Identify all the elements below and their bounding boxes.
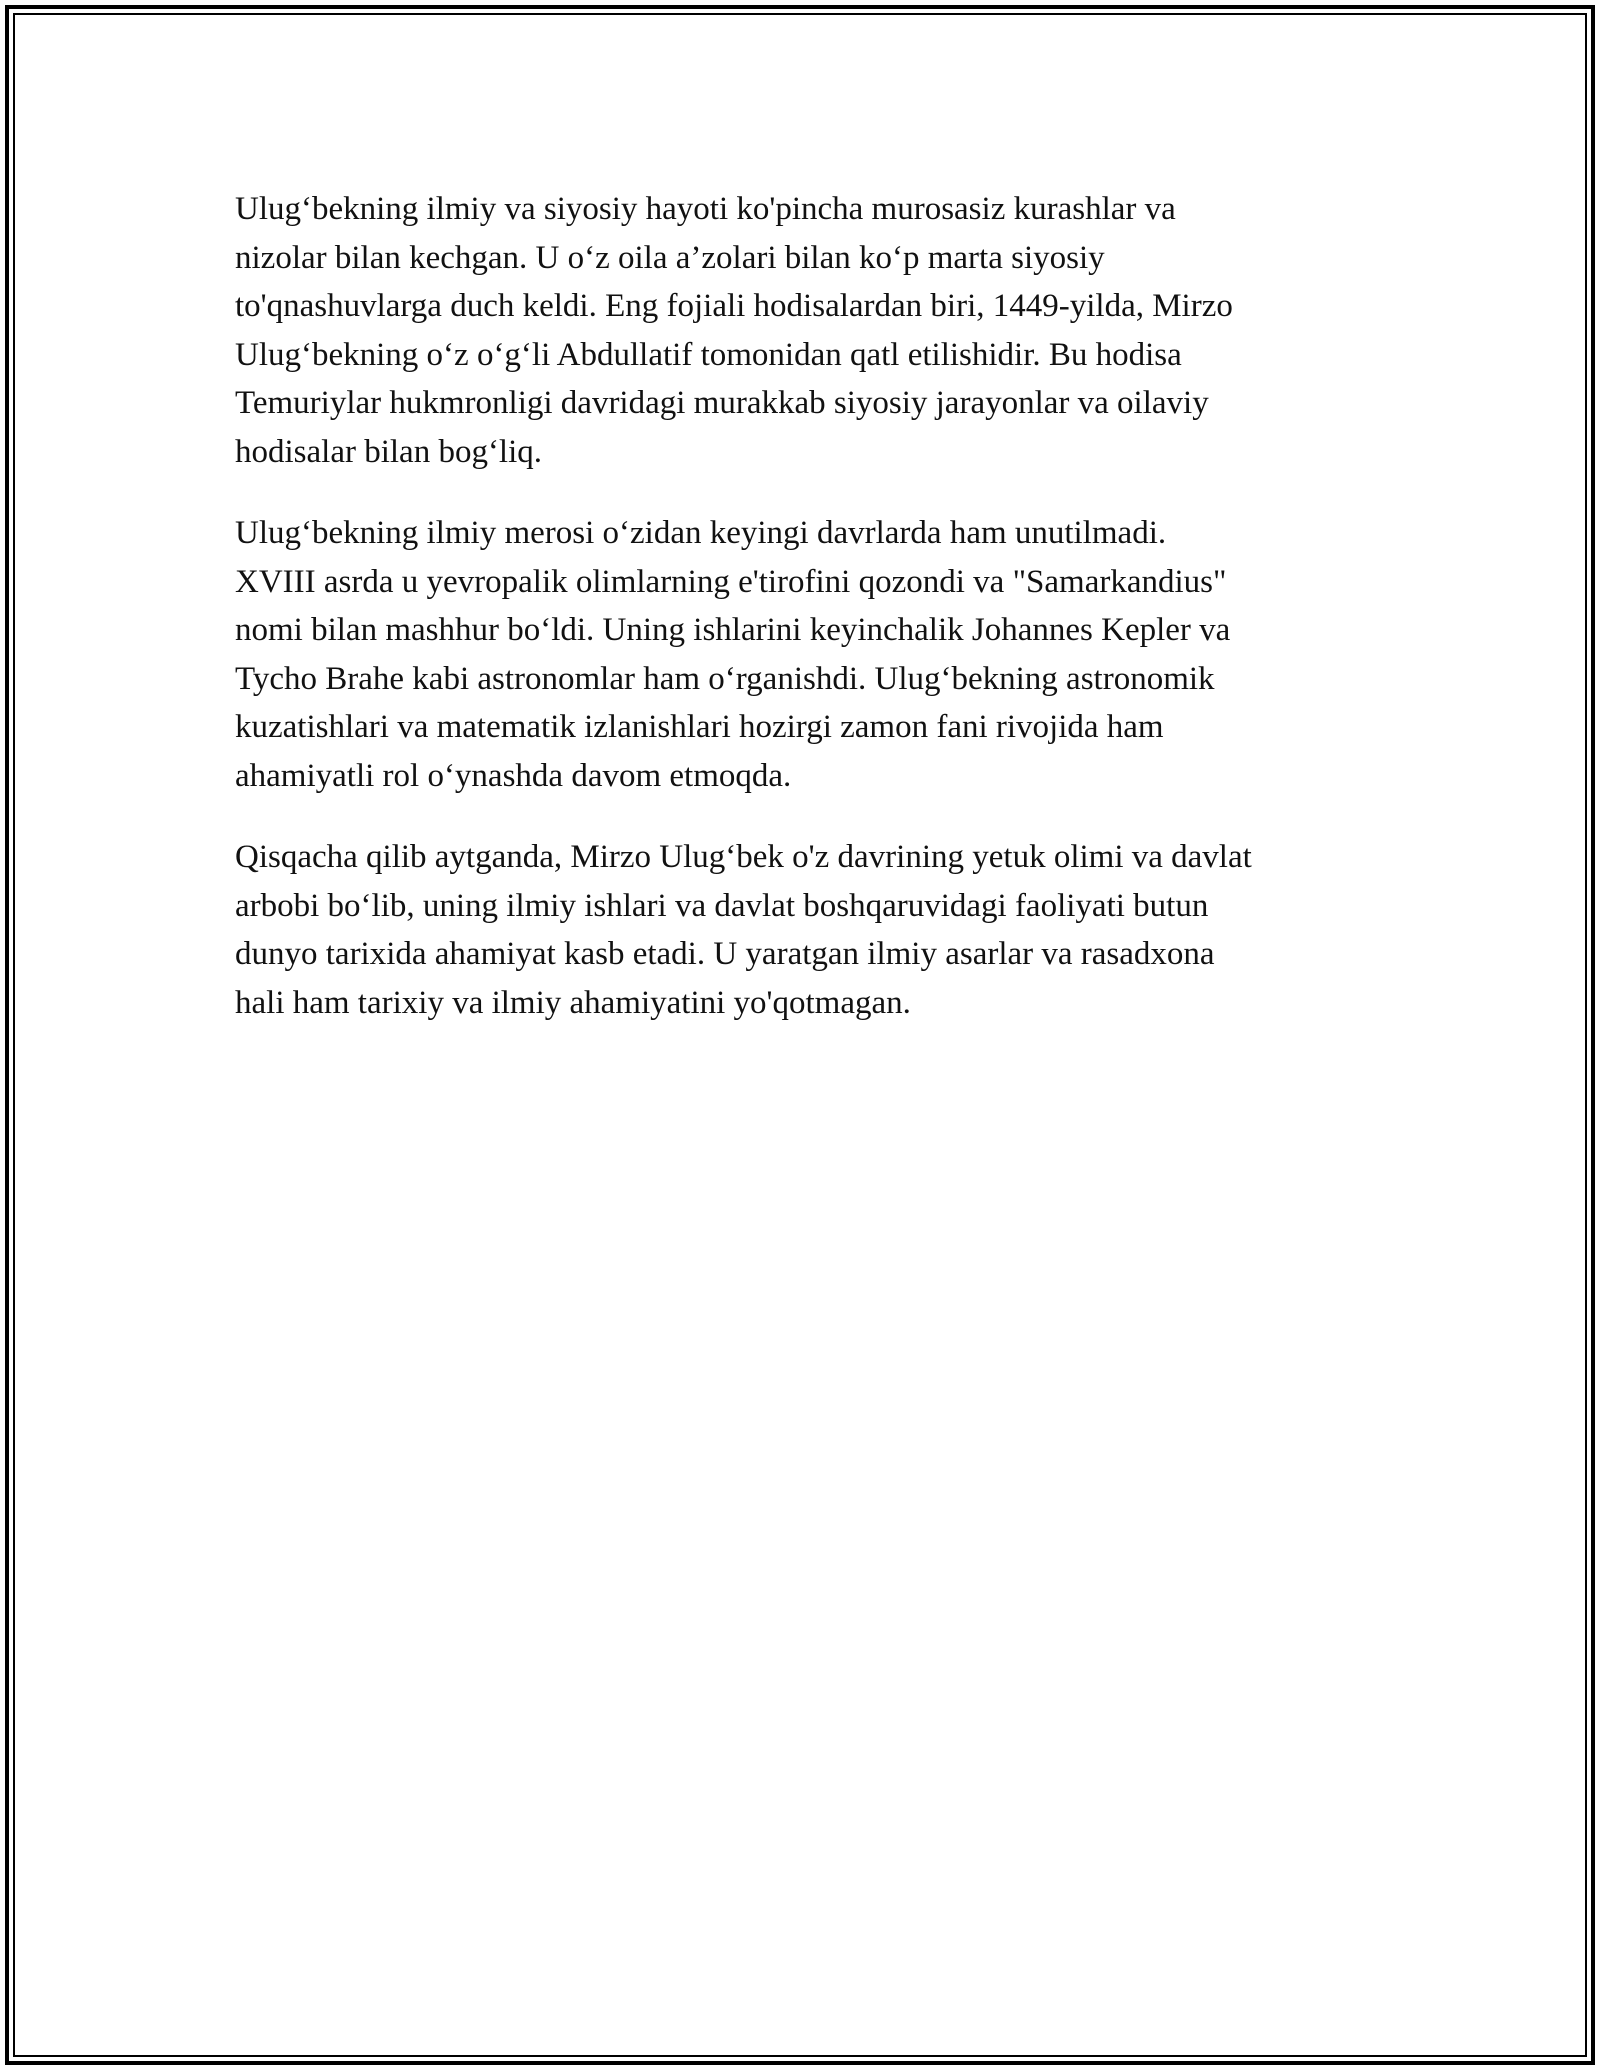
document-body [235,185,1380,1060]
paragraph-2: Ulug‘bekning ilmiy merosi o‘zidan keyingi davrlarda ham unutilmadi. XVIII asrda u yevropalik olimlarning e'tirofini qozondi va "Samarkandius" nomi bilan mashhur bo‘ldi. Uning ishlarini keyinchalik Johannes Kepler va Tycho Brahe kabi astronomlar ham o‘rganishdi. Ulug‘bekning astronomik kuzatishlari va matematik izlanishlari hozirgi zamon fani rivojida ham ahamiyatli rol o‘ynashda davom etmoqda. [235,515,1231,794]
paragraph-3: Qisqacha qilib aytganda, Mirzo Ulug‘bek o'z davrining yetuk olimi va davlat arbobi bo‘lib, uning ilmiy ishlari va davlat boshqaruvidagi faoliyati butun dunyo tarixida ahamiyat kasb etadi. U yaratgan ilmiy asarlar va rasadxona hali ham tarixiy va ilmiy ahamiyatini yo'qotmagan. [235,839,1252,1021]
paragraph-1: Ulug‘bekning ilmiy va siyosiy hayoti ko'pincha murosasiz kurashlar va nizolar bilan kechgan. U o‘z oila a’zolari bilan ko‘p marta siyosiy to'qnashuvlarga duch keldi. Eng fojiali hodisalardan biri, 1449-yilda, Mirzo Ulug‘bekning o‘z o‘g‘li Abdullatif tomonidan qatl etilishidir. Bu hodisa Temuriylar hukmronligi davridagi murakkab siyosiy jarayonlar va oilaviy hodisalar bilan bog‘liq. [235,191,1233,470]
